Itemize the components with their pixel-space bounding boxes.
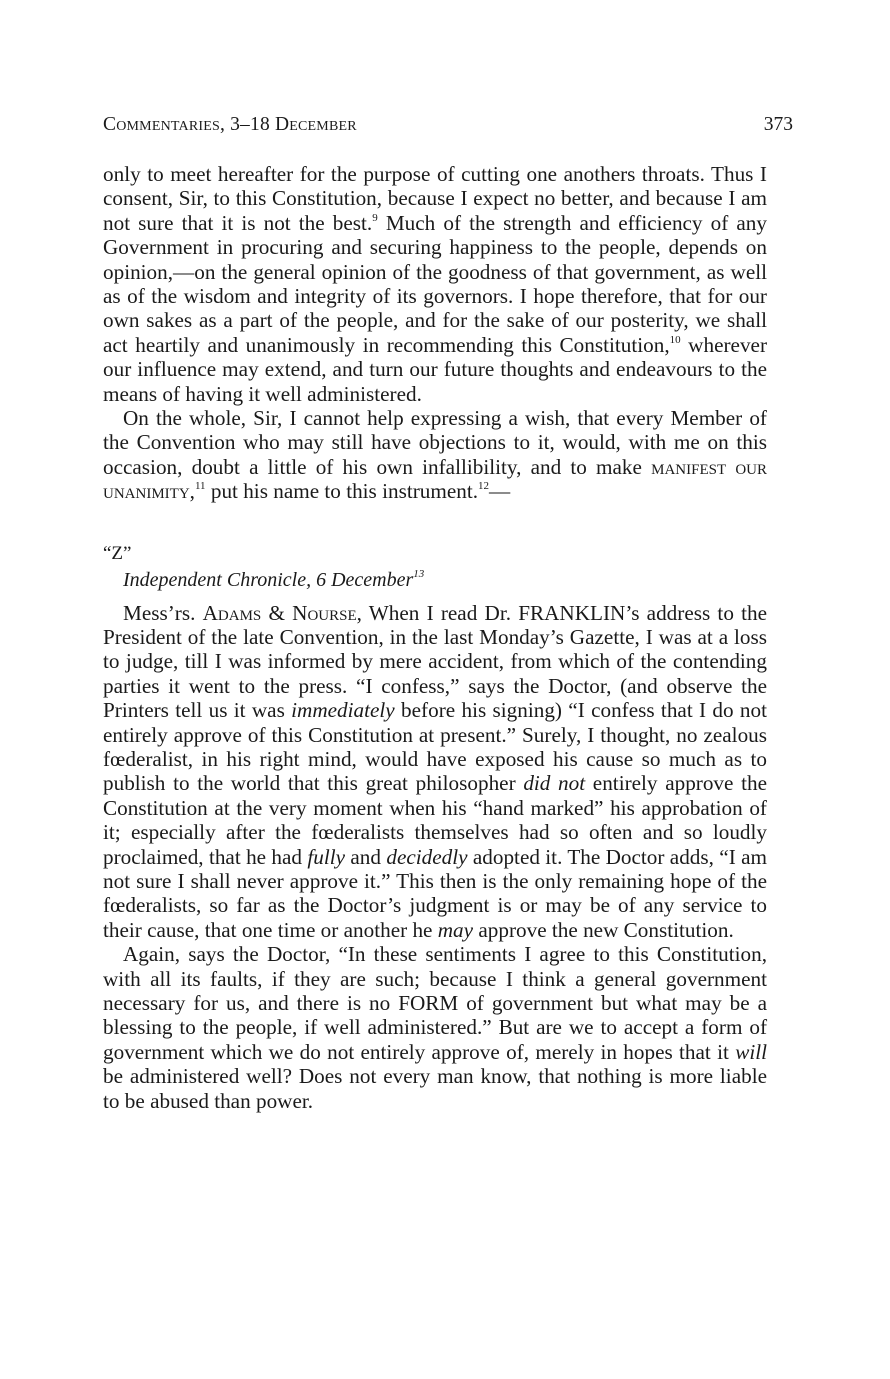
- footnote-ref: 10: [669, 333, 681, 346]
- page-number: 373: [763, 114, 793, 135]
- footnote-ref: 11: [194, 480, 206, 493]
- paragraph: Again, says the Doctor, “In these sentiments I agree to this Constitution, with all its faults, if they are such; because I think a general government necessary for us, and there is no FORM of government but what may be a blessing to the people, if well administered.” But are we to accept a form of government which we do not entirely approve of, merely in hopes that it will be administered well? Does not every man know, that nothing is more liable to be abused than power.: [103, 942, 767, 1113]
- paragraph: On the whole, Sir, I cannot help expressing a wish, that every Member of the Convention who may still have objections to it, would, with me on this occasion, doubt a little of his own infallibility, and to make manifest our unanimity,$^{11}$ put his name to this instrument.$^{12}$—: [103, 406, 768, 504]
- body-text: [103, 162, 767, 1113]
- section-source: Independent Chronicle, 6 December$^{13}$: [123, 568, 425, 592]
- running-head: [103, 114, 793, 142]
- footnote-ref: 9: [372, 211, 378, 224]
- footnote-ref: 12: [478, 480, 490, 493]
- paragraph: only to meet hereafter for the purpose of cutting one anothers throats. Thus I consent, Sir, to this Constitution, because I expect no better, and because I am not sure that it is not the best.$^9$ Much of the strength and efficiency of any Government in procuring and securing happiness to the people, depends on opinion,—on the general opinion of the goodness of that government, as well as of the wisdom and integrity of its governors. I hope therefore, that for our own sakes as a part of the people, and for the sake of our posterity, we shall act heartily and unanimously in recommending this Constitution,$^{10}$ wherever our influence may extend, and turn our future thoughts and endeavours to the means of having it well administered.: [103, 162, 767, 406]
- section-heading: “Z”: [103, 542, 132, 564]
- footnote-ref: 13: [413, 568, 425, 581]
- paragraph: Mess’rs. Adams & Nourse, When I read Dr. FRANKLIN’s address to the President of the late Convention, in the last Monday’s Gazette, I was at a loss to judge, till I was informed by mere accident, from which of the contending parties it went to the press. “I confess,” says the Doctor, (and observe the Printers tell us it was immediately before his signing) “I confess that I do not entirely approve of this Constitution at present.” Surely, I thought, no zealous fœderalist, in his right mind, would have exposed his cause so much as to publish to the world that this great philosopher did not entirely approve the Constitution at the very moment when his “hand marked” his approbation of it; especially after the fœderalists themselves had so often and so loudly proclaimed, that he had fully and decidedly adopted it. The Doctor adds, “I am not sure I shall never approve it.” This then is the only remaining hope of the fœderalists, so far as the Doctor’s judgment is or may be of any service to their cause, that one time or another he may approve the new Constitution.: [103, 600, 768, 942]
- running-title: Commentaries, 3–18 December: [103, 114, 357, 135]
